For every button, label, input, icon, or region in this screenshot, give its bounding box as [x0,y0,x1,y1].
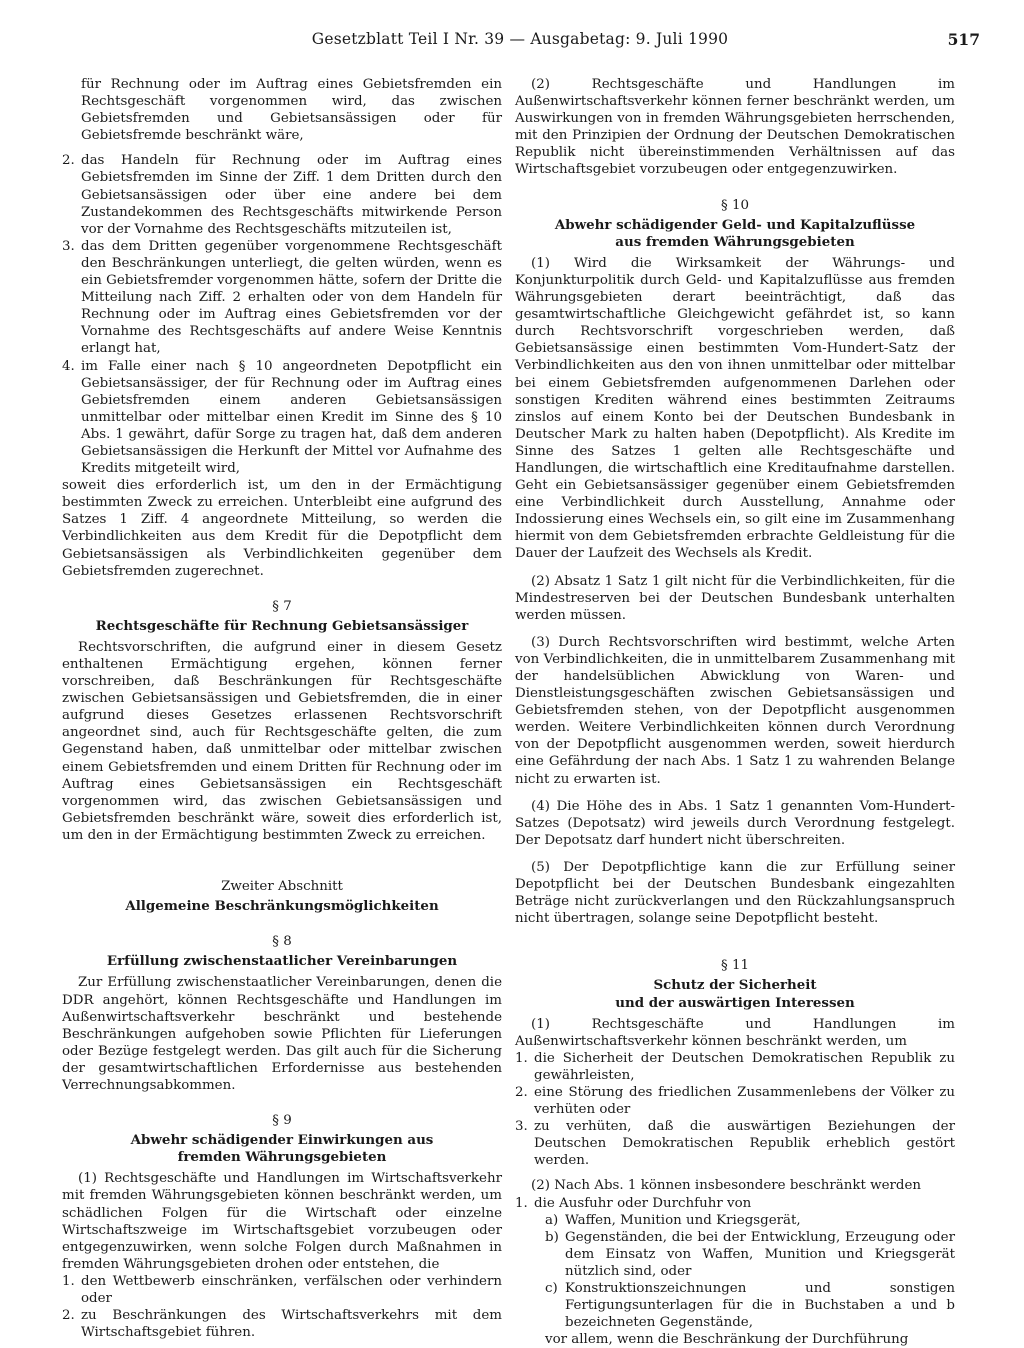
section-9-paragraph-2: (2) Rechtsgeschäfte und Handlungen im Außenwirtschaftsverkehr können ferner beschränkt werden, um Auswirkungen von in fremden Währungsgebieten herrschenden, mit den Prinzipien der Ordnung der Deutschen Demokratischen Republik nicht übereinstimmenden Verhältnissen auf das Wirtschaftsgebiet vorzubeugen oder entgegenzuwirken. [515,77,955,178]
item-number: 1. [62,1273,75,1289]
list-item [62,152,502,237]
item-text: zu verhüten, daß die auswärtigen Beziehungen der Deutschen Demokratischen Republik erheblich gestört werden. [534,1119,955,1169]
section-11-title-line1: Schutz der Sicherheit [653,977,817,994]
subitem-text: Konstruktionszeichnungen und sonstigen Fertigungsunterlagen für die in Buchstaben a und b bezeichneten Gegenstände, [565,1281,955,1331]
section-10-paragraph-3: (3) Durch Rechtsvorschriften wird bestimmt, welche Arten von Verbindlichkeiten, die in unmittelbarem Zusammenhang mit der handelsüblichen Abwicklung von Waren- und Dienstleistungsgeschäften zwischen Gebietsansässigen und Gebietsfremden stehen, von der Depotpflicht ausgenommen werden. Weitere Verbindlichkeiten können durch Verordnung von der Depotpflicht ausgenommen werden, soweit hierdurch eine Gefährdung der nach Abs. 1 Satz 1 zu wahrenden Belange nicht zu erwarten ist. [515,634,955,787]
subitem-text: Waffen, Munition und Kriegsgerät, [565,1212,801,1228]
section-11-number: § 11 [721,958,749,974]
subitem-letter: a) [545,1212,559,1228]
item-1-continuation: für Rechnung oder im Auftrag eines Gebietsfremden ein Rechtsgeschäft vorgenommen wird, das zwischen Gebietsfremden und Gebietsansässigen oder für Gebietsfremde beschränkt wäre, [81,77,502,144]
item-text: die Sicherheit der Deutschen Demokratischen Republik zu gewährleisten, [534,1050,955,1083]
gazette-title: Gesetzblatt Teil I Nr. 39 — Ausgabetag: 9. Juli 1990 [311,30,729,48]
section-8-number: § 8 [272,934,292,950]
section-10-title [515,217,955,251]
item-text: das dem Dritten gegenüber vorgenommene Rechtsgeschäft den Beschränkungen unterliegt, die gelten würden, wenn es ein Gebietsfremder vorgenommen hätte, sofern der Dritte die Mitteilung nach Ziff. 2 erhalten oder von dem Handeln für Rechnung oder im Auftrag eines Gebietsfremden vor der Vornahme des Rechtsgeschäfts auf andere Weise Kenntnis erlangt hat, [81,238,502,357]
section-9-number: § 9 [272,1113,292,1129]
item-number: 1. [515,1050,528,1066]
section-9-title-line1: Abwehr schädigender Einwirkungen aus [130,1132,434,1149]
item-text: im Falle einer nach § 10 angeordneten Depotpflicht ein Gebietsansässiger, der für Rechnung oder im Auftrag eines Gebietsfremden einem anderen Gebietsansässigen unmittelbar oder mittelbar einen Kredit im Sinne des § 10 Abs. 1 gewährt, dafür Sorge zu tragen hat, daß dem anderen Gebietsansässigen die Herkunft der Mittel vor Aufnahme des Kredits mitgeteilt wird, [81,358,502,477]
item-number: 1. [515,1195,528,1211]
item-text: den Wettbewerb einschränken, verfälschen oder verhindern oder [81,1273,502,1306]
section-10-paragraph-2: (2) Absatz 1 Satz 1 gilt nicht für die Verbindlichkeiten, für die Mindestreserven bei der Deutschen Bundesbank unterhalten werden müssen. [515,573,955,623]
section-11-title [515,977,955,1011]
section-10-paragraph-5: (5) Der Depotpflichtige kann die zur Erfüllung seiner Depotpflicht bei der Deutschen Bundesbank eingezahlten Beträge nicht zurückverlangen und den Rückzahlungsanspruch nicht übertragen, solange seine Depotpflicht besteht. [515,859,955,927]
subitem-letter: c) [545,1281,558,1296]
subitem-text: Gegenständen, die bei der Entwicklung, Erzeugung oder dem Einsatz von Waffen, Munition und Kriegsgerät nützlich sind, oder [565,1229,955,1279]
section-11-paragraph-1: (1) Rechtsgeschäfte und Handlungen im Außenwirtschaftsverkehr können beschränkt werden, um [515,1016,955,1049]
chapter-title: Allgemeine Beschränkungsmöglichkeiten [125,898,439,915]
sub-list-item [515,1212,955,1229]
list-item [515,1195,955,1212]
section-11-paragraph-2: (2) Nach Abs. 1 können insbesondere beschränkt werden [531,1178,922,1194]
list-item [62,358,502,478]
section-9-paragraph-1: (1) Rechtsgeschäfte und Handlungen im Wirtschaftsverkehr mit fremden Währungsgebieten können beschränkt werden, um schädlichen Folgen für die Wirtschaft oder einzelne Wirtschaftszweige im Wirtschaftsgebiet vorzubeugen oder entgegenzuwirken, wenn solche Folgen durch Maßnahmen in fremden Währungsgebieten drohen oder entstehen, die [62,1171,502,1272]
list-item [62,1273,502,1307]
section-8-title: Erfüllung zwischenstaatlicher Vereinbarungen [106,953,458,970]
sub-list-item [515,1280,955,1331]
chapter-heading: Zweiter Abschnitt [221,879,343,895]
section-10-title-line2: aus fremden Währungsgebieten [615,233,855,250]
section-10-number: § 10 [721,197,749,213]
section-11-closing: vor allem, wenn die Beschränkung der Durchführung [545,1332,909,1348]
item-number: 2. [515,1084,528,1100]
section-8-text: Zur Erfüllung zwischenstaatlicher Vereinbarungen, denen die DDR angehört, können Rechtsgeschäfte und Handlungen im Außenwirtschaftsverkehr beschränkt und bestehende Beschränkungen aufgehoben sowie Pflichten für Lieferungen oder Bezüge festgelegt werden. Das gilt auch für die Sicherung der gesamtwirtschaftlichen Erfordernisse aus bestehenden Verrechnungsabkommen. [62,975,502,1093]
list-item [62,238,502,358]
section-9-title [62,1132,502,1166]
item-number: 3. [515,1119,528,1135]
section-11-title-line2: und der auswärtigen Interessen [615,994,855,1011]
item-number: 2. [62,153,75,169]
section-7-title: Rechtsgeschäfte für Rechnung Gebietsansässiger [95,617,469,634]
section-7-number: § 7 [272,598,292,614]
list-item [515,1084,955,1118]
item-text: eine Störung des friedlichen Zusammenlebens der Völker zu verhüten oder [534,1084,955,1118]
section-10-paragraph-4: (4) Die Höhe des in Abs. 1 Satz 1 genannten Vom-Hundert-Satzes (Depotsatz) wird jeweils durch Verordnung festgelegt. Der Depotsatz darf hundert nicht überschreiten. [515,798,955,848]
item-number: 3. [62,238,75,254]
sub-list-item [515,1229,955,1280]
item-text: zu Beschränkungen des Wirtschaftsverkehrs mit dem Wirtschaftsgebiet führen. [81,1308,502,1341]
subitem-letter: b) [545,1229,559,1245]
item-text: das Handeln für Rechnung oder im Auftrag eines Gebietsfremden im Sinne der Ziff. 1 dem Dritten durch den Gebietsansässigen oder über eine andere bei dem Zustandekommen des Rechtsgeschäfts mitwirkende Person vor der Vornahme des Rechtsgeschäfts mitzuteilen ist, [81,153,502,237]
section-10-title-line1: Abwehr schädigender Geld- und Kapitalzuflüsse [554,216,916,233]
list-item [515,1050,955,1084]
list-item [62,1307,502,1341]
section-9-title-line2: fremden Währungsgebieten [177,1149,387,1166]
page-header [60,30,980,56]
item-number: 4. [62,358,75,374]
page-number: 517 [947,30,980,49]
item-text: die Ausfuhr oder Durchfuhr von [534,1195,752,1211]
section-7-text: Rechtsvorschriften, die aufgrund einer in diesem Gesetz enthaltenen Ermächtigung ergehen, können ferner vorschreiben, daß Beschränkungen für Rechtsgeschäfte zwischen Gebietsansässigen und Gebietsfremden, die in einer aufgrund dieses Gesetzes erlassenen Rechtsvorschrift angeordnet sind, auch für Rechtsgeschäfte gelten, die zum Gegenstand haben, daß unmittelbar oder mittelbar zwischen einem Gebietsfremden und einem Dritten für Rechnung oder im Auftrag eines Gebietsansässigen ein Rechtsgeschäft vorgenommen wird, das zwischen Gebietsansässigen und Gebietsfremden beschränkt wäre, soweit dies erforderlich ist, um den in der Ermächtigung bestimmten Zweck zu erreichen. [62,639,502,843]
list-item [515,1118,955,1169]
right-column [515,76,955,1348]
closing-paragraph: soweit dies erforderlich ist, um den in der Ermächtigung bestimmten Zweck zu erreichen. Unterbleibt eine aufgrund des Satzes 1 Ziff. 4 angeordnete Mitteilung, so werden die Verbindlichkeiten aus dem Kredit für die Depotpflicht dem Gebietsansässigen als Verbindlichkeiten gegenüber dem Gebietsfremden zugerechnet. [62,478,502,579]
item-number: 2. [62,1308,75,1324]
left-column [62,76,502,1341]
section-10-paragraph-1: (1) Wird die Wirksamkeit der Währungs- und Konjunkturpolitik durch Geld- und Kapitalzuflüsse aus fremden Währungsgebieten derart beeinträchtigt, daß das gesamtwirtschaftliche Gleichgewicht gefährdet ist, so kann durch Rechtsvorschrift vorgeschrieben werden, daß Gebietsansässige einen bestimmten Vom-Hundert-Satz der Verbindlichkeiten aus den von ihnen unmittelbar oder mittelbar bei einem Gebietsfremden aufgenommenen Darlehen oder sonstigen Krediten während eines bestimmten Zeitraums zinslos auf einem Konto bei der Deutschen Bundesbank in Deutscher Mark zu halten haben (Depotpflicht). Als Kredite im Sinne des Satzes 1 gelten alle Rechtsgeschäfte und Handlungen, die wirtschaftlich eine Kreditaufnahme darstellen. Geht ein Gebietsansässiger gegenüber einem Gebietsfremden eine Verbindlichkeit durch Ausstellung, Annahme oder Indossierung eines Wechsels ein, so gilt eine im Zusammenhang hiermit von dem Gebietsfremden erbrachte Geldleistung für die Dauer der Laufzeit des Wechsels als Kredit. [515,255,955,562]
